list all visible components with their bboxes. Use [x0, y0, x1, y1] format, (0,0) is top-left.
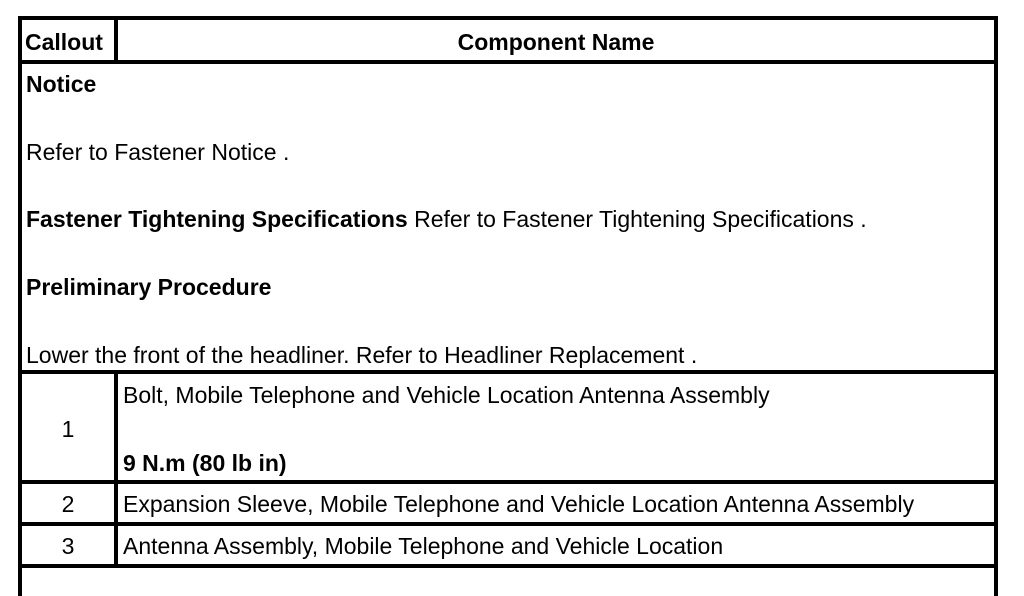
- callout-header: Callout: [22, 20, 118, 60]
- notice-title: Notice: [26, 71, 97, 97]
- component-cell: [118, 374, 994, 480]
- component-name: Expansion Sleeve, Mobile Telephone and Vehicle Location Antenna Assembly: [123, 491, 915, 517]
- notice-text: Refer to Fastener Notice .: [26, 139, 290, 165]
- notice-row: [22, 64, 994, 374]
- preliminary-procedure-text: Lower the front of the headliner. Refer to Headliner Replacement .: [26, 342, 698, 368]
- tightening-spec-label: Fastener Tightening Specifications: [26, 206, 408, 232]
- table-row: [22, 526, 994, 568]
- component-name-header: Component Name: [457, 29, 655, 55]
- table-row: [22, 484, 994, 526]
- callout-number: 2: [22, 484, 118, 522]
- component-name: Antenna Assembly, Mobile Telephone and Vehicle Location: [123, 533, 724, 559]
- tightening-spec-line: [26, 206, 867, 232]
- callout-number: 1: [22, 374, 118, 480]
- notice-cell: [22, 64, 994, 370]
- component-cell: [118, 526, 994, 564]
- component-table: [18, 16, 998, 596]
- preliminary-procedure-title: Preliminary Procedure: [26, 274, 272, 300]
- table-header-row: [22, 20, 994, 64]
- tightening-spec-text: Refer to Fastener Tightening Specifications .: [407, 206, 867, 232]
- component-name: Bolt, Mobile Telephone and Vehicle Location Antenna Assembly: [123, 382, 770, 408]
- torque-spec: 9 N.m (80 lb in): [123, 450, 287, 476]
- table-row: [22, 374, 994, 484]
- callout-number: 3: [22, 526, 118, 564]
- component-cell: [118, 484, 994, 522]
